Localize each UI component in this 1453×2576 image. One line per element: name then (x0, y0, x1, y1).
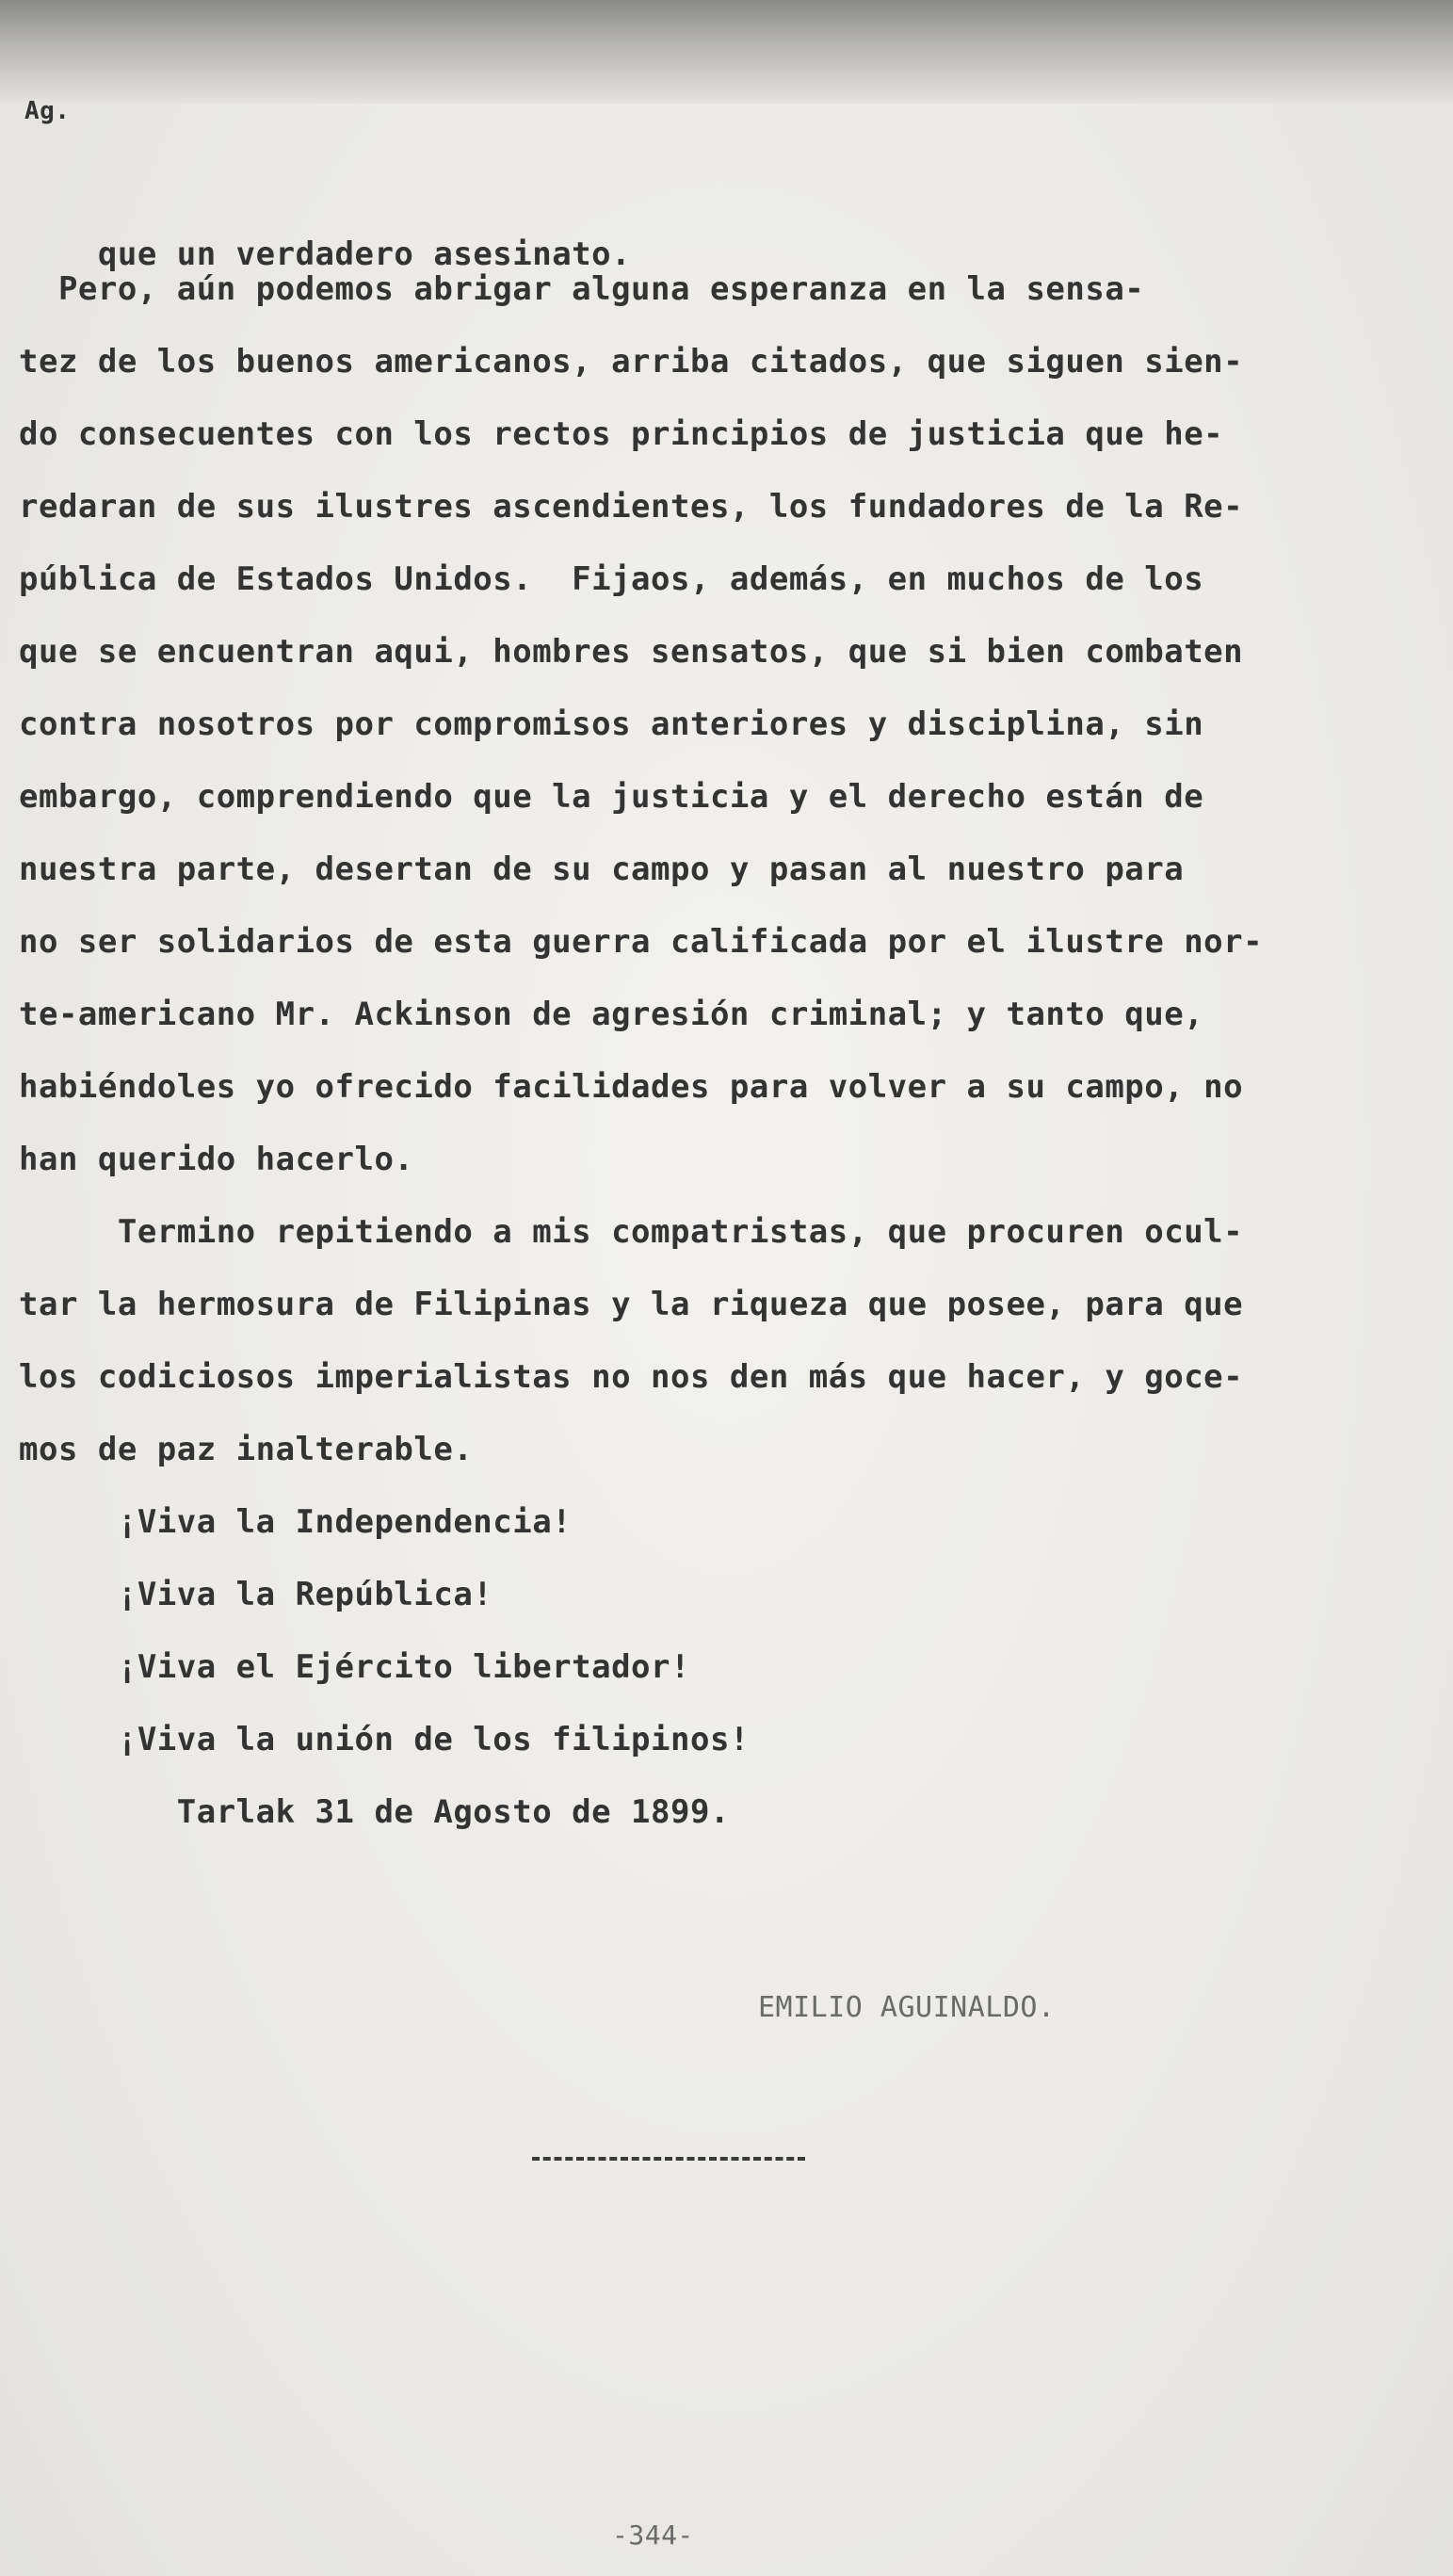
text-line-21: ¡Viva el Ejército libertador! (19, 1648, 690, 1686)
text-line-20: ¡Viva la República! (19, 1576, 493, 1613)
text-line-12: te-americano Mr. Ackinson de agresión criminal; y tanto que, (19, 996, 1204, 1033)
page-number: -344- (612, 2519, 694, 2551)
text-line-3: tez de los buenos americanos, arriba citados, que siguen sien- (19, 343, 1244, 381)
text-line-22: ¡Viva la unión de los filipinos! (19, 1721, 750, 1758)
text-line-9: embargo, comprendiendo que la justicia y el derecho están de (19, 778, 1204, 816)
text-line-1-text: que un verdadero asesinato. (97, 235, 632, 273)
text-line-6: pública de Estados Unidos. Fijaos, además, en muchos de los (19, 560, 1204, 598)
text-line-4: do consecuentes con los rectos principios de justicia que he- (19, 415, 1224, 453)
text-line-14: han querido hacerlo. (19, 1141, 414, 1178)
text-line-16: tar la hermosura de Filipinas y la riqueza que posee, para que (19, 1286, 1244, 1323)
text-line-11: no ser solidarios de esta guerra calificada por el ilustre nor- (19, 923, 1264, 961)
header-mark: Ag. (24, 97, 71, 125)
text-line-23: Tarlak 31 de Agosto de 1899. (19, 1793, 730, 1831)
text-line-18: mos de paz inalterable. (19, 1431, 474, 1468)
text-line-8: contra nosotros por compromisos anteriores y disciplina, sin (19, 705, 1204, 743)
text-line-13: habiéndoles yo ofrecido facilidades para volver a su campo, no (19, 1068, 1244, 1106)
signature: EMILIO AGUINALDO. (758, 1991, 1056, 2024)
separator-rule (532, 2157, 805, 2161)
text-line-5: redaran de sus ilustres ascendientes, los fundadores de la Re- (19, 488, 1244, 526)
text-line-17: los codiciosos imperialistas no nos den más que hacer, y goce- (19, 1358, 1244, 1396)
text-line-2: Pero, aún podemos abrigar alguna esperanza en la sensa- (19, 270, 1145, 308)
text-line-15: Termino repitiendo a mis compatristas, que procuren ocul- (19, 1213, 1244, 1251)
text-line-10: nuestra parte, desertan de su campo y pasan al nuestro para (19, 851, 1185, 888)
scan-top-shadow (0, 0, 1453, 104)
text-line-7: que se encuentran aqui, hombres sensatos, que si bien combaten (19, 633, 1244, 671)
text-line-19: ¡Viva la Independencia! (19, 1503, 573, 1541)
